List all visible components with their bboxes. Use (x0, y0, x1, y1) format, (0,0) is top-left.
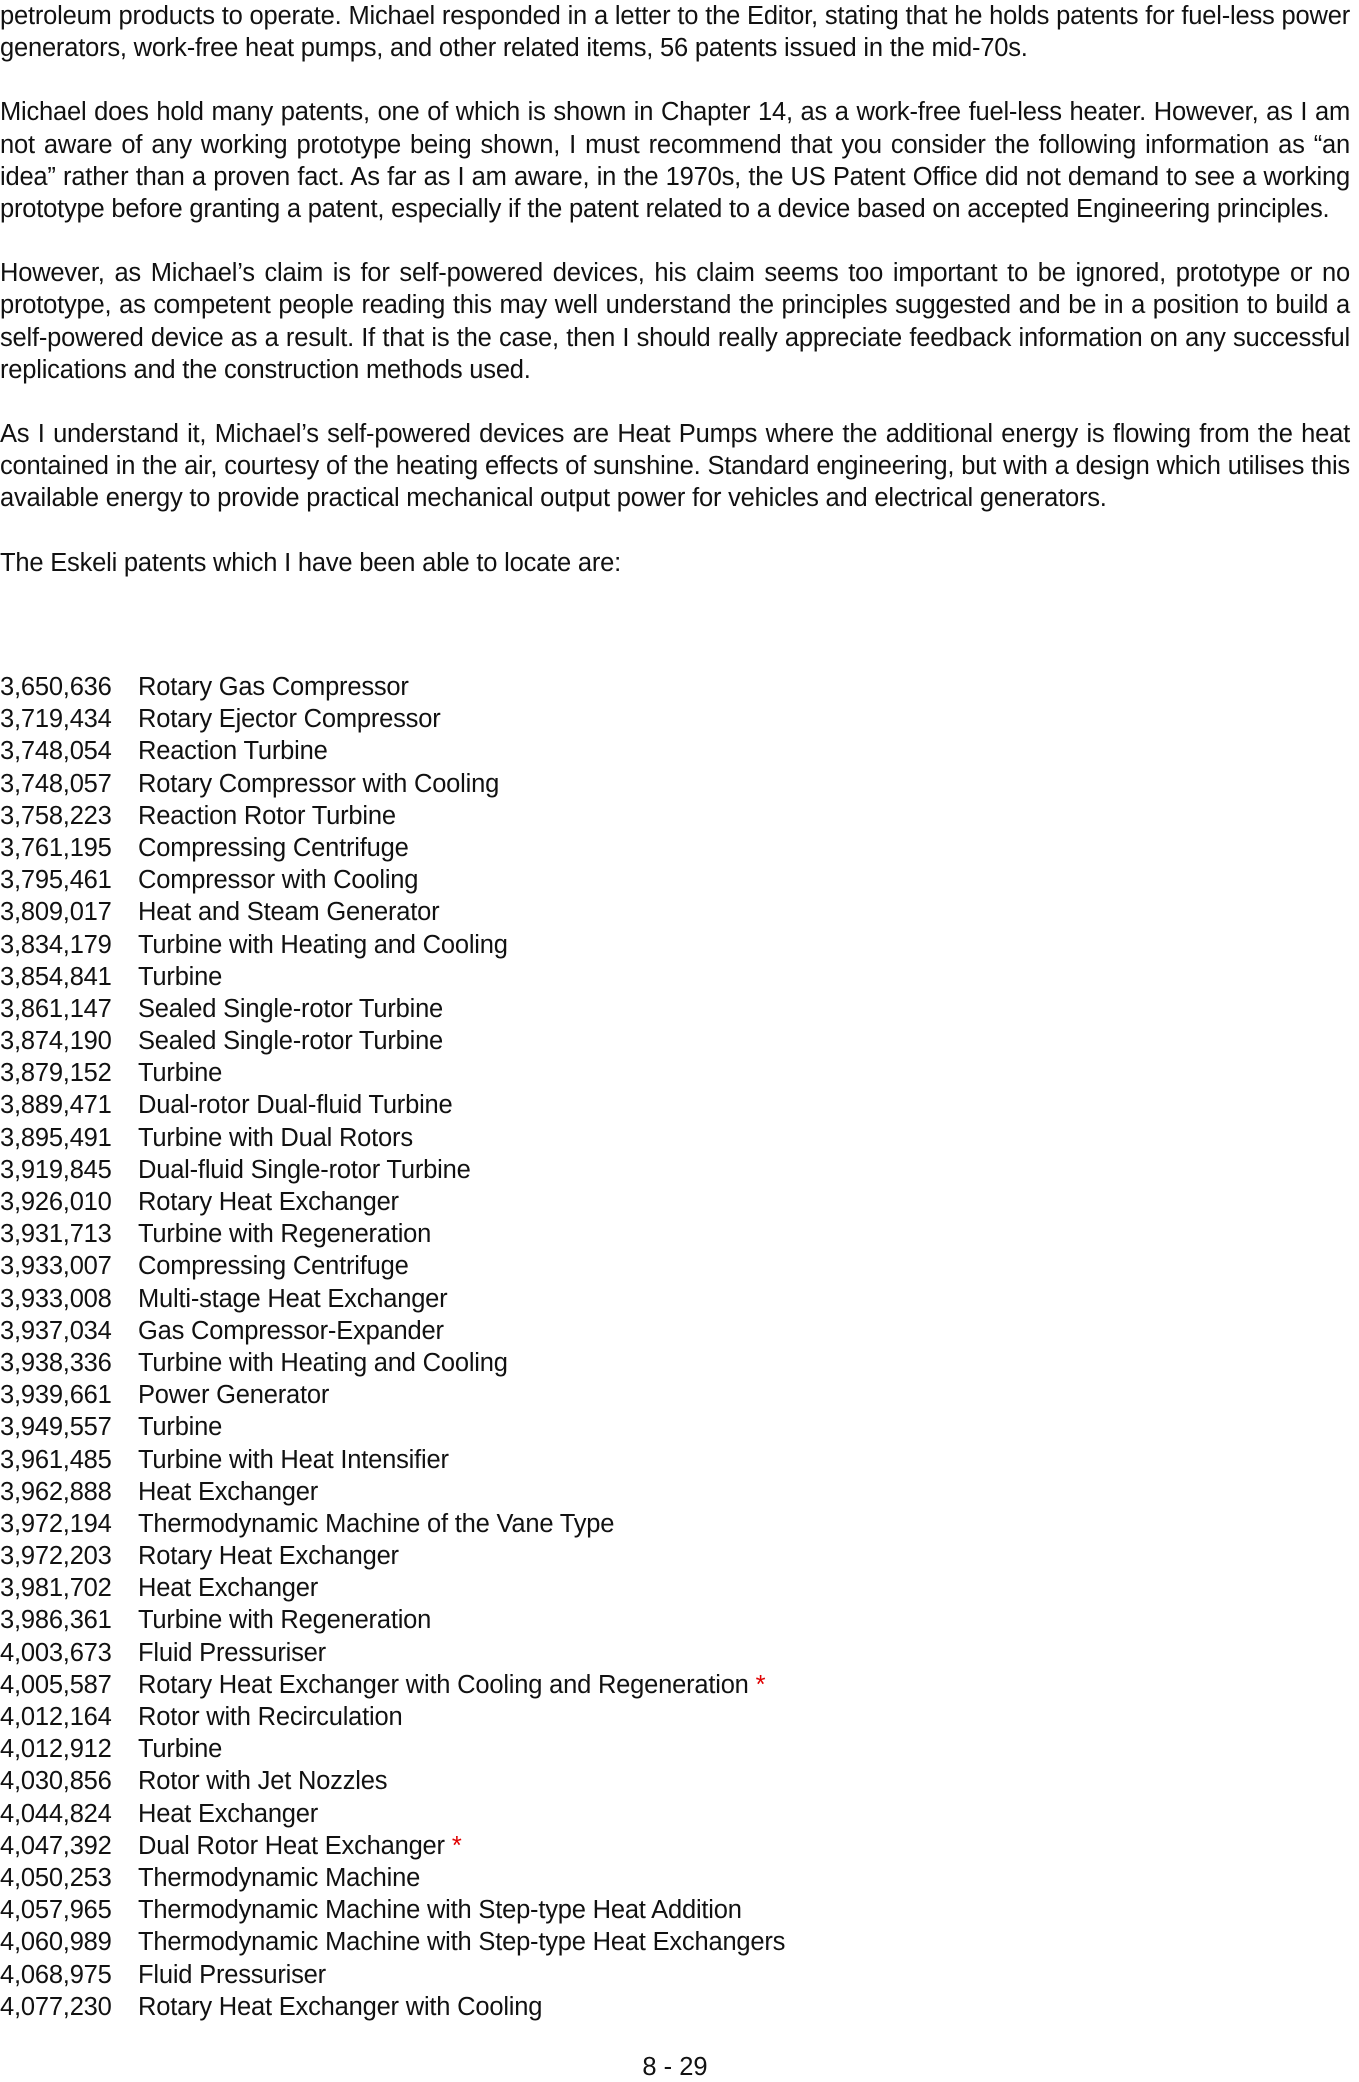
list-item (0, 1379, 1000, 1411)
list-item (0, 1186, 1000, 1218)
list-item (0, 929, 1000, 961)
patent-number: 3,889,471 (0, 1091, 112, 1120)
list-item (0, 1508, 1000, 1540)
patent-number: 3,931,713 (0, 1220, 112, 1249)
paragraph: Michael does hold many patents, one of which is shown in Chapter 14, as a work-free fuel-less heater. However, as I am not aware of any working prototype being shown, I must recommend that you consider the following information as “an idea” rather than a proven fact. As far as I am aware, in the 1970s, the US Patent Office did not demand to see a working prototype before granting a patent, especially if the patent related to a device based on accepted Engineering principles. (0, 98, 1350, 224)
list-item (0, 1669, 1000, 1701)
list-item (0, 1444, 1000, 1476)
list-item (0, 1025, 1000, 1057)
patent-title: Rotary Heat Exchanger with Cooling (138, 1992, 543, 2021)
patent-number: 3,972,203 (0, 1542, 112, 1571)
patent-title: Multi-stage Heat Exchanger (138, 1284, 448, 1313)
patent-number: 3,961,485 (0, 1445, 112, 1474)
patent-list (0, 671, 1000, 2023)
list-item (0, 1540, 1000, 1572)
list-item (0, 1765, 1000, 1797)
list-item (0, 1057, 1000, 1089)
patent-number: 4,044,824 (0, 1799, 112, 1828)
patent-title: Compressing Centrifuge (138, 833, 409, 862)
patent-number: 3,939,661 (0, 1381, 112, 1410)
patent-number: 3,981,702 (0, 1574, 112, 1603)
list-item (0, 1926, 1000, 1958)
patent-title: Turbine with Regeneration (138, 1606, 432, 1635)
patent-number: 4,012,164 (0, 1703, 112, 1731)
list-item (0, 1798, 1000, 1830)
patent-title: Heat Exchanger (138, 1477, 319, 1506)
list-item (0, 896, 1000, 928)
patent-title: Fluid Pressuriser (138, 1960, 326, 1989)
patent-number: 4,068,975 (0, 1960, 112, 1989)
patent-title: Fluid Pressuriser (138, 1638, 326, 1667)
patent-number: 3,937,034 (0, 1316, 112, 1345)
list-item (0, 1733, 1000, 1765)
list-item (0, 1283, 1000, 1315)
paragraph: petroleum products to operate. Michael responded in a letter to the Editor, stating that he holds patents for fuel-less power generators, work-free heat pumps, and other related items, 56 patents issued in the mid-70s. (0, 2, 1350, 63)
patent-title: Thermodynamic Machine of the Vane Type (138, 1509, 615, 1538)
list-item (0, 1154, 1000, 1186)
patent-number: 4,030,856 (0, 1767, 112, 1796)
list-item (0, 1122, 1000, 1154)
list-item (0, 832, 1000, 864)
patent-title: Rotor with Jet Nozzles (138, 1767, 388, 1796)
list-item (0, 1991, 1000, 2023)
patent-number: 3,861,147 (0, 994, 112, 1023)
patent-title: Dual-rotor Dual-fluid Turbine (138, 1091, 453, 1120)
asterisk-marker: * (451, 1831, 462, 1860)
list-item (0, 1250, 1000, 1282)
patent-number: 4,050,253 (0, 1863, 112, 1892)
patent-title: Heat Exchanger (138, 1799, 319, 1828)
patent-title: Turbine (138, 962, 223, 991)
patent-number: 4,012,912 (0, 1735, 112, 1764)
patent-title: Rotary Heat Exchanger (138, 1542, 399, 1571)
patent-number: 4,057,965 (0, 1896, 112, 1925)
patent-number: 3,986,361 (0, 1606, 112, 1635)
patent-number: 4,005,587 (0, 1670, 112, 1699)
patent-number: 3,809,017 (0, 898, 112, 927)
list-item (0, 1476, 1000, 1508)
asterisk-marker: * (755, 1670, 766, 1699)
list-item (0, 993, 1000, 1025)
list-item (0, 1572, 1000, 1604)
list-item (0, 768, 1000, 800)
patent-number: 3,834,179 (0, 930, 112, 959)
patent-title: Compressing Centrifuge (138, 1252, 409, 1281)
list-item (0, 1218, 1000, 1250)
list-item (0, 1959, 1000, 1991)
patent-number: 3,926,010 (0, 1188, 112, 1216)
list-item (0, 1411, 1000, 1443)
patent-number: 3,795,461 (0, 866, 112, 895)
patent-title: Rotary Heat Exchanger with Cooling and Regeneration (138, 1670, 749, 1699)
patent-number: 3,895,491 (0, 1123, 112, 1152)
patent-title: Thermodynamic Machine (138, 1863, 421, 1892)
patent-title: Rotary Gas Compressor (138, 673, 409, 701)
patent-number: 3,919,845 (0, 1155, 112, 1184)
patent-title: Rotary Compressor with Cooling (138, 769, 500, 798)
patent-number: 4,060,989 (0, 1928, 112, 1957)
patent-title: Turbine with Dual Rotors (138, 1123, 413, 1152)
patent-title: Dual-fluid Single-rotor Turbine (138, 1155, 471, 1184)
patent-title: Turbine with Heating and Cooling (138, 1348, 508, 1377)
list-item (0, 671, 1000, 703)
patent-title: Turbine (138, 1735, 223, 1764)
patent-number: 3,938,336 (0, 1348, 112, 1377)
patent-title: Sealed Single-rotor Turbine (138, 1027, 444, 1056)
patent-number: 4,047,392 (0, 1831, 112, 1860)
list-item (0, 1347, 1000, 1379)
patent-title: Turbine with Heat Intensifier (138, 1445, 449, 1474)
patent-number: 3,719,434 (0, 705, 112, 734)
paragraph: However, as Michael’s claim is for self-powered devices, his claim seems too important to be ignored, prototype or no prototype, as competent people reading this may well understand the principles suggested and be in a position to build a self-powered device as a result. If that is the case, then I should really appreciate feedback information on any successful replications and the construction methods used. (0, 259, 1350, 384)
list-item (0, 800, 1000, 832)
patent-number: 3,854,841 (0, 962, 112, 991)
list-item (0, 1894, 1000, 1926)
list-item (0, 735, 1000, 767)
body-text (0, 0, 1350, 611)
paragraph: As I understand it, Michael’s self-powered devices are Heat Pumps where the additional energy is flowing from the heat contained in the air, courtesy of the heating effects of sunshine. Standard engineering, but with a design which utilises this available energy to provide practical mechanical output power for vehicles and electrical generators. (0, 420, 1350, 513)
list-item (0, 1701, 1000, 1733)
list-item (0, 1637, 1000, 1669)
patent-title: Reaction Rotor Turbine (138, 801, 396, 830)
patent-title: Reaction Turbine (138, 737, 328, 766)
list-item (0, 864, 1000, 896)
patent-title: Thermodynamic Machine with Step-type Heat Addition (138, 1896, 742, 1925)
list-item (0, 1315, 1000, 1347)
patent-title: Gas Compressor-Expander (138, 1316, 444, 1345)
patent-number: 4,077,230 (0, 1992, 112, 2021)
list-item (0, 961, 1000, 993)
page-number: 8 - 29 (642, 2053, 708, 2081)
patent-number: 3,650,636 (0, 673, 112, 701)
list-item (0, 1830, 1000, 1862)
patent-number: 3,972,194 (0, 1509, 112, 1538)
patent-number: 3,879,152 (0, 1059, 112, 1088)
patent-title: Power Generator (138, 1381, 330, 1410)
list-item (0, 1089, 1000, 1121)
patent-number: 3,933,008 (0, 1284, 112, 1313)
list-item (0, 703, 1000, 735)
patent-number: 3,933,007 (0, 1252, 112, 1281)
patent-title: Dual Rotor Heat Exchanger (138, 1831, 445, 1860)
list-item (0, 1862, 1000, 1894)
patent-number: 3,874,190 (0, 1027, 112, 1056)
patent-number: 3,748,057 (0, 769, 112, 798)
patent-title: Rotary Ejector Compressor (138, 705, 441, 734)
patent-title: Compressor with Cooling (138, 866, 419, 895)
patent-title: Heat and Steam Generator (138, 898, 440, 927)
patent-number: 3,748,054 (0, 737, 112, 766)
patent-title: Sealed Single-rotor Turbine (138, 994, 444, 1023)
patent-number: 3,949,557 (0, 1413, 112, 1442)
patent-title: Turbine (138, 1413, 223, 1442)
patent-title: Thermodynamic Machine with Step-type Heat Exchangers (138, 1928, 786, 1957)
patent-title: Turbine with Heating and Cooling (138, 930, 508, 959)
patent-title: Rotor with Recirculation (138, 1703, 403, 1731)
patent-number: 3,758,223 (0, 801, 112, 830)
patent-title: Heat Exchanger (138, 1574, 319, 1603)
list-intro: The Eskeli patents which I have been able to locate are: (0, 548, 622, 577)
patent-title: Turbine with Regeneration (138, 1220, 432, 1249)
patent-title: Turbine (138, 1059, 223, 1088)
patent-number: 3,761,195 (0, 833, 112, 862)
list-item (0, 1604, 1000, 1636)
patent-title: Rotary Heat Exchanger (138, 1188, 399, 1216)
patent-number: 4,003,673 (0, 1638, 112, 1667)
patent-number: 3,962,888 (0, 1477, 112, 1506)
